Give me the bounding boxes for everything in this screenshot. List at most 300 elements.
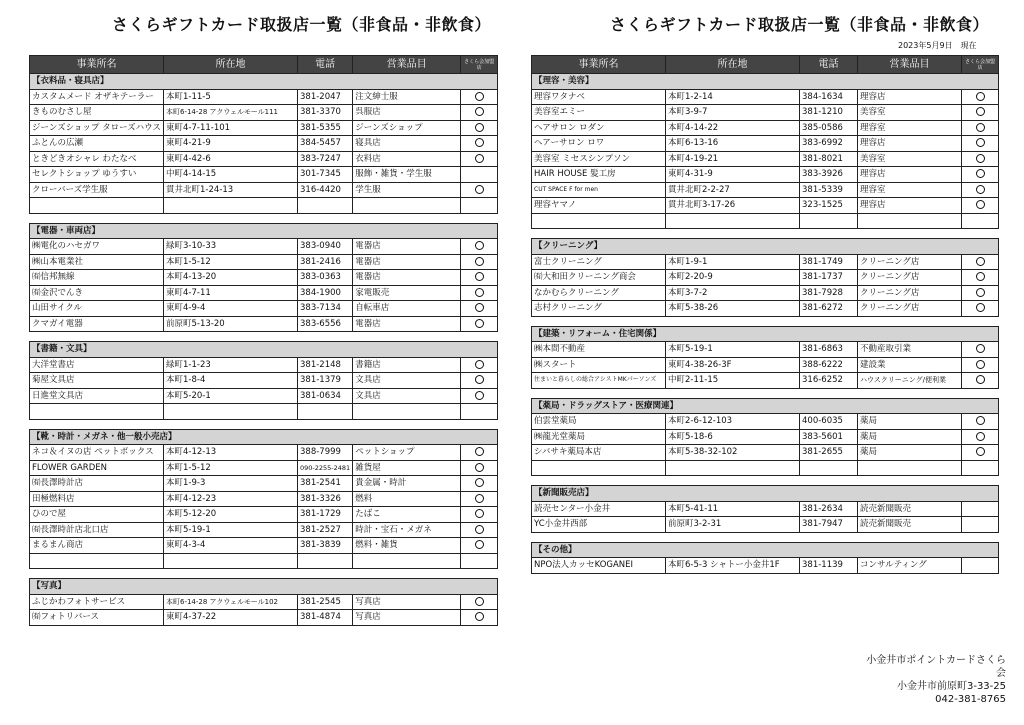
store-item: 薬局 <box>858 445 962 461</box>
store-phone: 383-0940 <box>298 239 353 255</box>
store-name: セレクトショップ ゆうすい <box>30 167 164 183</box>
left-table-container <box>29 55 498 626</box>
circle-mark-icon <box>976 169 985 178</box>
store-item: 雑貨屋 <box>353 460 461 476</box>
member-mark-cell <box>962 301 999 317</box>
table-row <box>30 388 498 404</box>
section-title: 【衣料品・寝具店】 <box>30 74 498 90</box>
col-header-address: 所在地 <box>666 56 800 74</box>
store-address: 本町1-9-3 <box>164 476 298 492</box>
member-mark-cell <box>461 538 498 554</box>
store-name: CUT SPACE F for men <box>532 182 666 198</box>
store-name: ネコ＆イヌの店 ペットボックス <box>30 445 164 461</box>
member-mark-cell <box>962 105 999 121</box>
store-name: クマガイ電器 <box>30 316 164 332</box>
store-item: たばこ <box>353 507 461 523</box>
store-name: ㈲長澤時計店北口店 <box>30 522 164 538</box>
section-spacer <box>532 316 999 326</box>
store-item: 不動産取引業 <box>858 342 962 358</box>
store-name: なかむらクリーニング <box>532 285 666 301</box>
store-item: 文具店 <box>353 388 461 404</box>
store-address: 本町1-5-12 <box>164 460 298 476</box>
section-header-row <box>30 579 498 595</box>
table-row <box>30 285 498 301</box>
col-header-member: さくら会加盟店 <box>962 56 999 74</box>
store-item: 燃料・雑貨 <box>353 538 461 554</box>
store-phone: 381-1729 <box>298 507 353 523</box>
store-name: 大洋堂書店 <box>30 357 164 373</box>
circle-mark-icon <box>475 509 484 518</box>
store-phone: 381-6272 <box>800 301 858 317</box>
empty-row <box>532 213 999 229</box>
store-address: 本町5-19-1 <box>164 522 298 538</box>
member-mark-cell <box>461 522 498 538</box>
store-item: 呉服店 <box>353 105 461 121</box>
table-row <box>30 270 498 286</box>
member-mark-cell <box>461 388 498 404</box>
table-row <box>30 460 498 476</box>
store-name: NPO法人カッセKOGANEI <box>532 558 666 574</box>
section-spacer <box>532 229 999 239</box>
section-header-row <box>532 542 999 558</box>
store-address: 本町4-12-13 <box>164 445 298 461</box>
date-label: 2023年5月9日 現在 <box>898 41 977 50</box>
section-header-row <box>30 342 498 358</box>
store-address: 中町2-11-15 <box>666 373 800 389</box>
store-item: 読売新聞販売 <box>858 517 962 533</box>
store-phone: 383-3926 <box>800 167 858 183</box>
empty-row <box>30 198 498 214</box>
empty-cell <box>858 460 962 476</box>
store-address: 本町4-19-21 <box>666 151 800 167</box>
store-address: 本町6-13-16 <box>666 136 800 152</box>
empty-row <box>532 460 999 476</box>
store-name: 志村クリーニング <box>532 301 666 317</box>
section-header-row <box>532 326 999 342</box>
table-row <box>532 89 999 105</box>
store-name: ㈲長澤時計店 <box>30 476 164 492</box>
store-address: 本町1-11-5 <box>164 89 298 105</box>
store-name: ひので屋 <box>30 507 164 523</box>
circle-mark-icon <box>475 612 484 621</box>
circle-mark-icon <box>475 360 484 369</box>
store-phone: 383-6992 <box>800 136 858 152</box>
store-phone: 381-4874 <box>298 610 353 626</box>
col-header-name: 事業所名 <box>532 56 666 74</box>
store-phone: 383-7247 <box>298 151 353 167</box>
section-spacer <box>532 388 999 398</box>
circle-mark-icon <box>976 185 985 194</box>
member-mark-cell <box>962 270 999 286</box>
empty-cell <box>666 213 800 229</box>
store-name: ㈱スタート <box>532 357 666 373</box>
member-mark-cell <box>461 136 498 152</box>
member-mark-cell <box>461 285 498 301</box>
table-row <box>532 373 999 389</box>
store-phone: 381-3370 <box>298 105 353 121</box>
table-row <box>30 491 498 507</box>
store-item: 時計・宝石・メガネ <box>353 522 461 538</box>
store-phone: 383-7134 <box>298 301 353 317</box>
table-row <box>30 239 498 255</box>
store-address: 本町4-14-22 <box>666 120 800 136</box>
col-header-name: 事業所名 <box>30 56 164 74</box>
store-phone: 381-0634 <box>298 388 353 404</box>
member-mark-cell <box>962 429 999 445</box>
store-phone: 381-1749 <box>800 254 858 270</box>
circle-mark-icon <box>976 200 985 209</box>
store-item: 電器店 <box>353 254 461 270</box>
store-name: ㈱山本電業社 <box>30 254 164 270</box>
store-phone: 301-7345 <box>298 167 353 183</box>
store-phone: 381-2545 <box>298 594 353 610</box>
section-spacer <box>30 419 498 429</box>
store-item: 建設業 <box>858 357 962 373</box>
table-row <box>532 270 999 286</box>
store-phone: 383-0363 <box>298 270 353 286</box>
store-phone: 381-2541 <box>298 476 353 492</box>
circle-mark-icon <box>475 494 484 503</box>
store-name: 住まいと暮らしの総合アシストMKパーソンズ <box>532 373 666 389</box>
table-row <box>532 517 999 533</box>
section-header-row <box>532 398 999 414</box>
store-name: ㈲金沢でんき <box>30 285 164 301</box>
member-mark-cell <box>461 373 498 389</box>
member-mark-cell <box>962 89 999 105</box>
member-mark-cell <box>962 501 999 517</box>
section-header-row <box>30 223 498 239</box>
member-mark-cell <box>962 373 999 389</box>
store-item: 注文紳士服 <box>353 89 461 105</box>
store-item: 写真店 <box>353 610 461 626</box>
store-name: ヘアーサロン ロワ <box>532 136 666 152</box>
store-item: ジーンズショップ <box>353 120 461 136</box>
section-title: 【電器・車両店】 <box>30 223 498 239</box>
store-item: ハウスクリーニング/便利業 <box>858 373 962 389</box>
empty-cell <box>353 198 461 214</box>
store-name: 菊屋文具店 <box>30 373 164 389</box>
store-name: ㈱本間不動産 <box>532 342 666 358</box>
empty-row <box>30 404 498 420</box>
circle-mark-icon <box>976 123 985 132</box>
store-phone: 381-8021 <box>800 151 858 167</box>
empty-cell <box>461 553 498 569</box>
table-row <box>30 89 498 105</box>
table-row <box>532 501 999 517</box>
store-address: 東町4-7-11 <box>164 285 298 301</box>
store-item: 薬局 <box>858 429 962 445</box>
store-item: 電器店 <box>353 316 461 332</box>
store-item: 理容店 <box>858 198 962 214</box>
circle-mark-icon <box>475 540 484 549</box>
table-row <box>532 414 999 430</box>
store-address: 本町1-2-14 <box>666 89 800 105</box>
empty-cell <box>666 460 800 476</box>
empty-cell <box>298 404 353 420</box>
section-spacer <box>30 569 498 579</box>
footer-phone: 042-381-8765 <box>935 694 1006 705</box>
store-phone: 316-6252 <box>800 373 858 389</box>
store-phone: 384-1634 <box>800 89 858 105</box>
store-name: 理容ワタナベ <box>532 89 666 105</box>
store-item: 衣料店 <box>353 151 461 167</box>
table-row <box>30 594 498 610</box>
spacer-cell <box>30 213 498 223</box>
store-item: 薬局 <box>858 414 962 430</box>
table-row <box>30 445 498 461</box>
store-item: 燃料 <box>353 491 461 507</box>
spacer-cell <box>30 332 498 342</box>
footer-org: 小金井市ポイントカードさくら会 <box>866 655 1006 679</box>
store-phone: 383-6556 <box>298 316 353 332</box>
store-address: 本町1-8-4 <box>164 373 298 389</box>
empty-cell <box>532 213 666 229</box>
member-mark-cell <box>461 476 498 492</box>
store-address: 本町5-38-32-102 <box>666 445 800 461</box>
store-address: 貫井北町1-24-13 <box>164 182 298 198</box>
circle-mark-icon <box>475 107 484 116</box>
table-row <box>532 429 999 445</box>
store-name: カスタムメード オザキテーラー <box>30 89 164 105</box>
table-row <box>30 182 498 198</box>
empty-cell <box>164 553 298 569</box>
section-title: 【新聞販売店】 <box>532 486 999 502</box>
store-name: 日進堂文具店 <box>30 388 164 404</box>
store-item: クリーニング店 <box>858 301 962 317</box>
store-address: 本町6-14-28 アクウェルモール102 <box>164 594 298 610</box>
circle-mark-icon <box>475 257 484 266</box>
store-name: 美容室エミー <box>532 105 666 121</box>
store-item: 寝具店 <box>353 136 461 152</box>
store-item: 書籍店 <box>353 357 461 373</box>
store-phone: 400-6035 <box>800 414 858 430</box>
section-title: 【クリーニング】 <box>532 239 999 255</box>
empty-cell <box>353 404 461 420</box>
circle-mark-icon <box>475 288 484 297</box>
page-title-right: さくらギフトカード取扱店一覧（非食品・非飲食） <box>610 15 990 34</box>
member-mark-cell <box>962 414 999 430</box>
store-item: クリーニング店 <box>858 270 962 286</box>
store-name: 富士クリーニング <box>532 254 666 270</box>
store-phone: 381-1737 <box>800 270 858 286</box>
table-row <box>30 538 498 554</box>
store-address: 本町4-12-23 <box>164 491 298 507</box>
member-mark-cell <box>962 120 999 136</box>
table-row <box>532 357 999 373</box>
store-item: 理容室 <box>858 120 962 136</box>
store-item: 学生服 <box>353 182 461 198</box>
circle-mark-icon <box>475 463 484 472</box>
store-name: 理容ヤマノ <box>532 198 666 214</box>
empty-row <box>30 553 498 569</box>
store-address: 東町4-42-6 <box>164 151 298 167</box>
store-phone: 381-1379 <box>298 373 353 389</box>
member-mark-cell <box>461 594 498 610</box>
empty-cell <box>30 404 164 420</box>
section-spacer <box>30 213 498 223</box>
store-phone: 384-5457 <box>298 136 353 152</box>
circle-mark-icon <box>475 154 484 163</box>
store-phone: 323-1525 <box>800 198 858 214</box>
store-phone: 381-2416 <box>298 254 353 270</box>
member-mark-cell <box>962 136 999 152</box>
spacer-cell <box>532 316 999 326</box>
store-address: 東町4-37-22 <box>164 610 298 626</box>
member-mark-cell <box>962 342 999 358</box>
store-item: 理容店 <box>858 136 962 152</box>
section-header-row <box>532 239 999 255</box>
table-row <box>532 120 999 136</box>
table-row <box>532 445 999 461</box>
table-row <box>30 254 498 270</box>
store-item: 美容室 <box>858 151 962 167</box>
store-phone: 388-6222 <box>800 357 858 373</box>
store-item: クリーニング店 <box>858 285 962 301</box>
table-row <box>30 167 498 183</box>
empty-cell <box>461 198 498 214</box>
circle-mark-icon <box>475 138 484 147</box>
circle-mark-icon <box>475 319 484 328</box>
store-name: ㈲フォトリバース <box>30 610 164 626</box>
spacer-cell <box>532 532 999 542</box>
store-name: ㈲信邦無線 <box>30 270 164 286</box>
member-mark-cell <box>461 254 498 270</box>
table-row <box>532 342 999 358</box>
store-name: ヘアサロン ロダン <box>532 120 666 136</box>
member-mark-cell <box>461 491 498 507</box>
store-address: 本町5-41-11 <box>666 501 800 517</box>
store-phone: 381-1139 <box>800 558 858 574</box>
circle-mark-icon <box>976 375 985 384</box>
footer-address: 小金井市前原町3-33-25 <box>896 681 1006 692</box>
store-item: クリーニング店 <box>858 254 962 270</box>
table-row <box>30 105 498 121</box>
table-row <box>30 522 498 538</box>
store-phone: 316-4420 <box>298 182 353 198</box>
store-item: 貴金属・時計 <box>353 476 461 492</box>
store-address: 本町5-18-6 <box>666 429 800 445</box>
empty-cell <box>532 460 666 476</box>
circle-mark-icon <box>475 391 484 400</box>
circle-mark-icon <box>475 272 484 281</box>
store-phone: 388-7999 <box>298 445 353 461</box>
store-name: ときどきオシャレ わたなべ <box>30 151 164 167</box>
empty-cell <box>962 460 999 476</box>
table-row <box>30 120 498 136</box>
store-address: 本町5-20-1 <box>164 388 298 404</box>
table-row <box>532 198 999 214</box>
store-item: 自転車店 <box>353 301 461 317</box>
store-phone: 385-0586 <box>800 120 858 136</box>
member-mark-cell <box>461 270 498 286</box>
table-row <box>30 151 498 167</box>
store-phone: 381-7928 <box>800 285 858 301</box>
circle-mark-icon <box>976 92 985 101</box>
circle-mark-icon <box>475 375 484 384</box>
section-spacer <box>532 532 999 542</box>
table-header-row <box>30 56 498 74</box>
store-item: コンサルティング <box>858 558 962 574</box>
store-address: 東町4-21-9 <box>164 136 298 152</box>
spacer-cell <box>532 229 999 239</box>
circle-mark-icon <box>976 257 985 266</box>
table-row <box>30 136 498 152</box>
member-mark-cell <box>962 517 999 533</box>
store-name: 読売センター小金井 <box>532 501 666 517</box>
store-phone: 381-5355 <box>298 120 353 136</box>
store-name: ㈲大和田クリーニング商会 <box>532 270 666 286</box>
store-address: 本町3-7-2 <box>666 285 800 301</box>
col-header-phone: 電話 <box>800 56 858 74</box>
member-mark-cell <box>962 167 999 183</box>
table-row <box>532 136 999 152</box>
member-mark-cell <box>461 151 498 167</box>
circle-mark-icon <box>976 416 985 425</box>
store-item: 電器店 <box>353 239 461 255</box>
empty-cell <box>30 553 164 569</box>
spacer-cell <box>532 388 999 398</box>
table-row <box>30 610 498 626</box>
empty-cell <box>298 198 353 214</box>
section-spacer <box>30 332 498 342</box>
member-mark-cell <box>461 239 498 255</box>
circle-mark-icon <box>976 303 985 312</box>
empty-cell <box>461 404 498 420</box>
store-name: FLOWER GARDEN <box>30 460 164 476</box>
store-phone: 384-1900 <box>298 285 353 301</box>
circle-mark-icon <box>475 241 484 250</box>
col-header-item: 営業品目 <box>858 56 962 74</box>
store-phone: 381-2634 <box>800 501 858 517</box>
store-address: 本町6-14-28 アクウェルモール111 <box>164 105 298 121</box>
empty-cell <box>858 213 962 229</box>
store-address: 本町5-19-1 <box>666 342 800 358</box>
spacer-cell <box>30 569 498 579</box>
empty-cell <box>164 404 298 420</box>
circle-mark-icon <box>475 478 484 487</box>
store-address: 中町4-14-15 <box>164 167 298 183</box>
circle-mark-icon <box>475 597 484 606</box>
page-title-left: さくらギフトカード取扱店一覧（非食品・非飲食） <box>112 15 492 34</box>
member-mark-cell <box>962 285 999 301</box>
empty-cell <box>800 460 858 476</box>
member-mark-cell <box>461 445 498 461</box>
store-item: 電器店 <box>353 270 461 286</box>
store-name: ふじかわフォトサービス <box>30 594 164 610</box>
col-header-address: 所在地 <box>164 56 298 74</box>
member-mark-cell <box>461 182 498 198</box>
table-row <box>532 105 999 121</box>
col-header-item: 営業品目 <box>353 56 461 74</box>
store-name: 山田サイクル <box>30 301 164 317</box>
empty-cell <box>800 213 858 229</box>
store-address: 東町4-38-26-3F <box>666 357 800 373</box>
member-mark-cell <box>962 151 999 167</box>
store-address: 本町1-9-1 <box>666 254 800 270</box>
table-row <box>532 285 999 301</box>
store-name: ㈱龍光堂薬局 <box>532 429 666 445</box>
store-phone: 381-2527 <box>298 522 353 538</box>
store-address: 本町1-5-12 <box>164 254 298 270</box>
member-mark-cell <box>461 507 498 523</box>
store-address: 前原町3-2-31 <box>666 517 800 533</box>
member-mark-cell <box>461 316 498 332</box>
store-name: まるまん商店 <box>30 538 164 554</box>
col-header-phone: 電話 <box>298 56 353 74</box>
right-store-table <box>531 55 999 574</box>
circle-mark-icon <box>976 360 985 369</box>
circle-mark-icon <box>475 123 484 132</box>
